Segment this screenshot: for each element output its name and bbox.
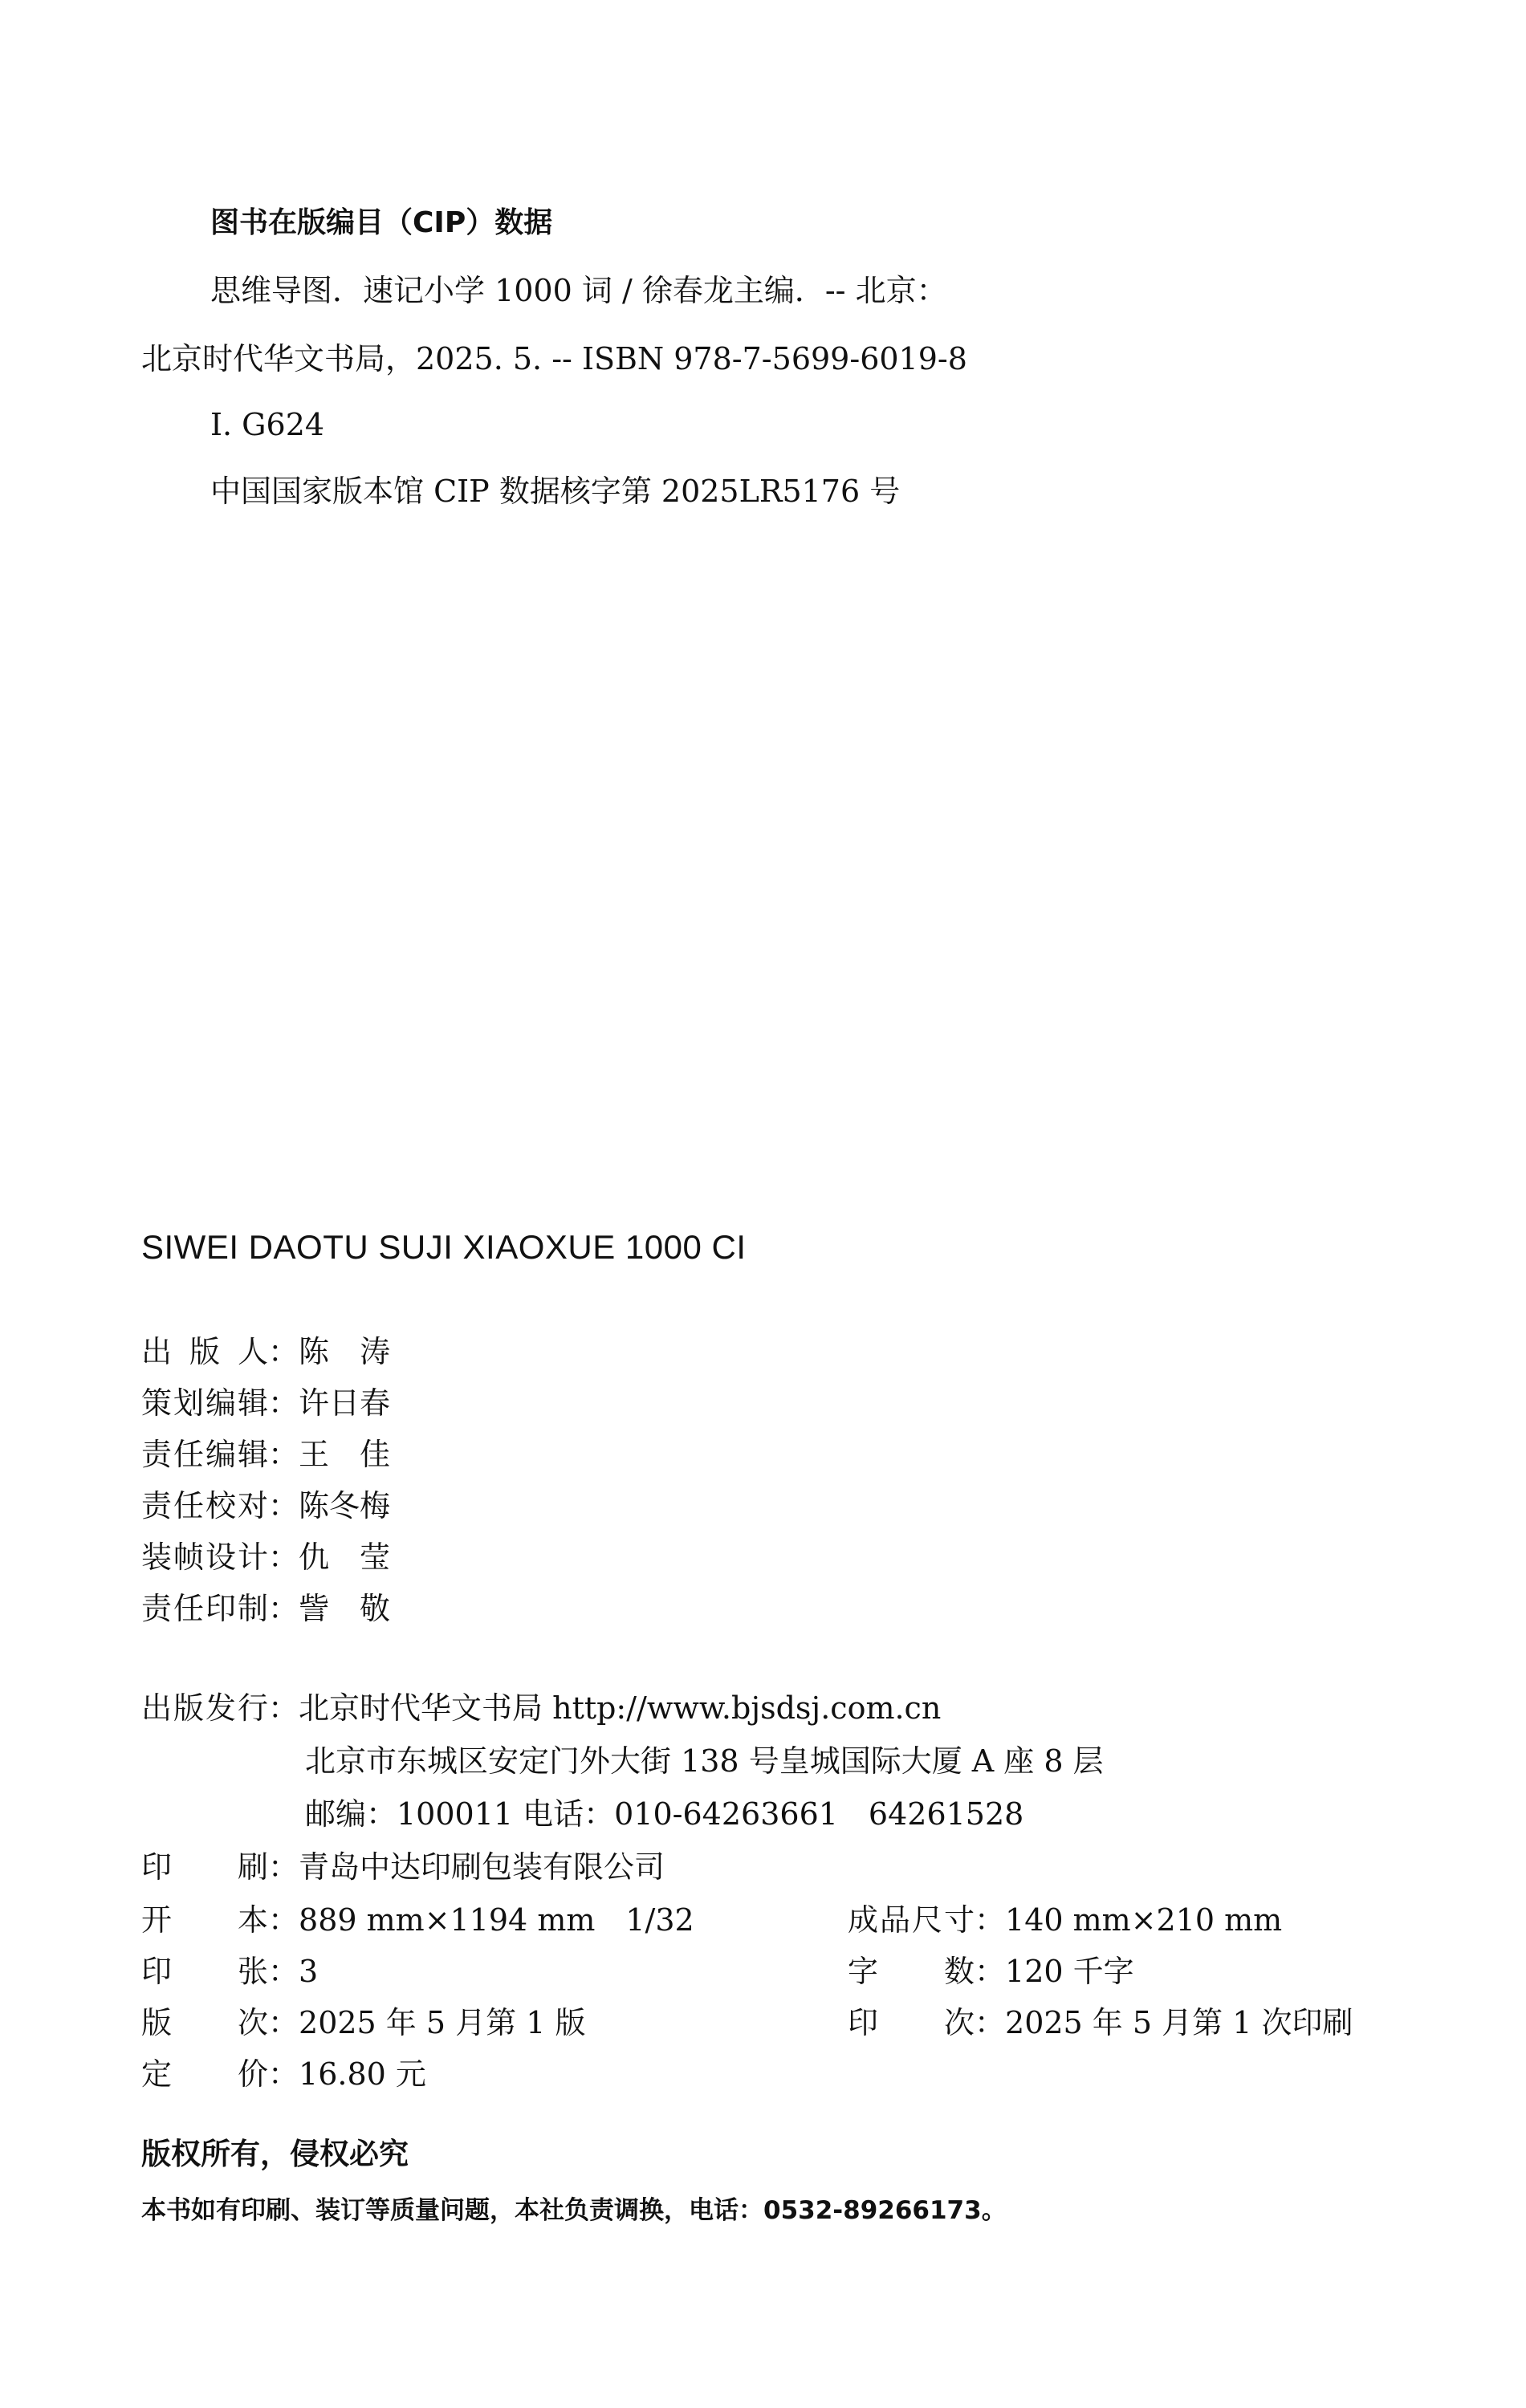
price-line: 定价：16.80 元 — [141, 2056, 426, 2092]
printer-label: 印刷 — [141, 1849, 268, 1885]
sheets-value: 3 — [299, 1954, 319, 1989]
credit-label: 责任编辑 — [141, 1437, 268, 1472]
credit-label: 责任校对 — [141, 1488, 268, 1523]
words-value: 120 千字 — [1005, 1954, 1134, 1989]
credit-label: 出版人 — [141, 1334, 268, 1369]
credit-print-manager: 责任印制：訾 敬 — [141, 1591, 391, 1626]
credit-planning-editor: 策划编辑：许日春 — [141, 1385, 391, 1421]
credit-value: 陈 涛 — [299, 1334, 391, 1369]
sheets-label: 印张 — [141, 1954, 268, 1989]
cip-line-1: 思维导图．速记小学 1000 词 / 徐春龙主编．-- 北京： — [210, 273, 947, 308]
credit-value: 訾 敬 — [299, 1591, 391, 1626]
cip-line-2: 北京时代华文书局，2025. 5. -- ISBN 978-7-5699-6019-8 — [141, 341, 967, 376]
size-label: 成品尺寸 — [848, 1902, 975, 1938]
words-line: 字数：120 千字 — [848, 1954, 1134, 1989]
copyright-notice: 版权所有，侵权必究 — [141, 2137, 409, 2171]
credit-proofreader: 责任校对：陈冬梅 — [141, 1488, 391, 1523]
size-line: 成品尺寸：140 mm×210 mm — [848, 1902, 1283, 1938]
credit-label: 装帧设计 — [141, 1540, 268, 1575]
price-value: 16.80 元 — [299, 2056, 426, 2092]
cip-title: 图书在版编目（CIP）数据 — [210, 206, 553, 239]
format-label: 开本 — [141, 1902, 268, 1938]
pinyin-title: SIWEI DAOTU SUJI XIAOXUE 1000 CI — [141, 1228, 747, 1266]
cip-line-4: 中国国家版本馆 CIP 数据核字第 2025LR5176 号 — [210, 474, 901, 509]
edition-label: 版次 — [141, 2005, 268, 2040]
printer-line: 印刷：青岛中达印刷包装有限公司 — [141, 1849, 665, 1885]
words-label: 字数 — [848, 1954, 975, 1989]
credit-label: 策划编辑 — [141, 1385, 268, 1421]
credit-label: 责任印制 — [141, 1591, 268, 1626]
printing-label: 印次 — [848, 2005, 975, 2040]
credit-value: 许日春 — [299, 1385, 391, 1421]
credit-responsible-editor: 责任编辑：王 佳 — [141, 1437, 391, 1472]
edition-value: 2025 年 5 月第 1 版 — [299, 2005, 586, 2040]
publisher-contact: 邮编：100011 电话：010-64263661 64261528 — [305, 1796, 1024, 1832]
printer-value: 青岛中达印刷包装有限公司 — [299, 1849, 665, 1885]
publisher-address: 北京市东城区安定门外大街 138 号皇城国际大厦 A 座 8 层 — [305, 1743, 1104, 1779]
publisher-name-url: 北京时代华文书局 http://www.bjsdsj.com.cn — [299, 1690, 942, 1726]
quality-notice: 本书如有印刷、装订等质量问题，本社负责调换，电话：0532-89266173。 — [141, 2196, 1007, 2225]
sheets-line: 印张：3 — [141, 1954, 319, 1989]
credit-designer: 装帧设计：仇 莹 — [141, 1540, 391, 1575]
credit-value: 陈冬梅 — [299, 1488, 391, 1523]
publisher-label: 出版发行 — [141, 1690, 268, 1726]
size-value: 140 mm×210 mm — [1005, 1902, 1283, 1938]
printing-value: 2025 年 5 月第 1 次印刷 — [1005, 2005, 1353, 2040]
credit-value: 仇 莹 — [299, 1540, 391, 1575]
credit-value: 王 佳 — [299, 1437, 391, 1472]
cip-line-3: I. G624 — [210, 407, 325, 442]
format-value: 889 mm×1194 mm 1/32 — [299, 1902, 694, 1938]
format-line: 开本：889 mm×1194 mm 1/32 — [141, 1902, 694, 1938]
publisher-line: 出版发行：北京时代华文书局 http://www.bjsdsj.com.cn — [141, 1690, 942, 1726]
printing-line: 印次：2025 年 5 月第 1 次印刷 — [848, 2005, 1353, 2040]
price-label: 定价 — [141, 2056, 268, 2092]
edition-line: 版次：2025 年 5 月第 1 版 — [141, 2005, 586, 2040]
credit-publisher-person: 出版人：陈 涛 — [141, 1334, 391, 1369]
